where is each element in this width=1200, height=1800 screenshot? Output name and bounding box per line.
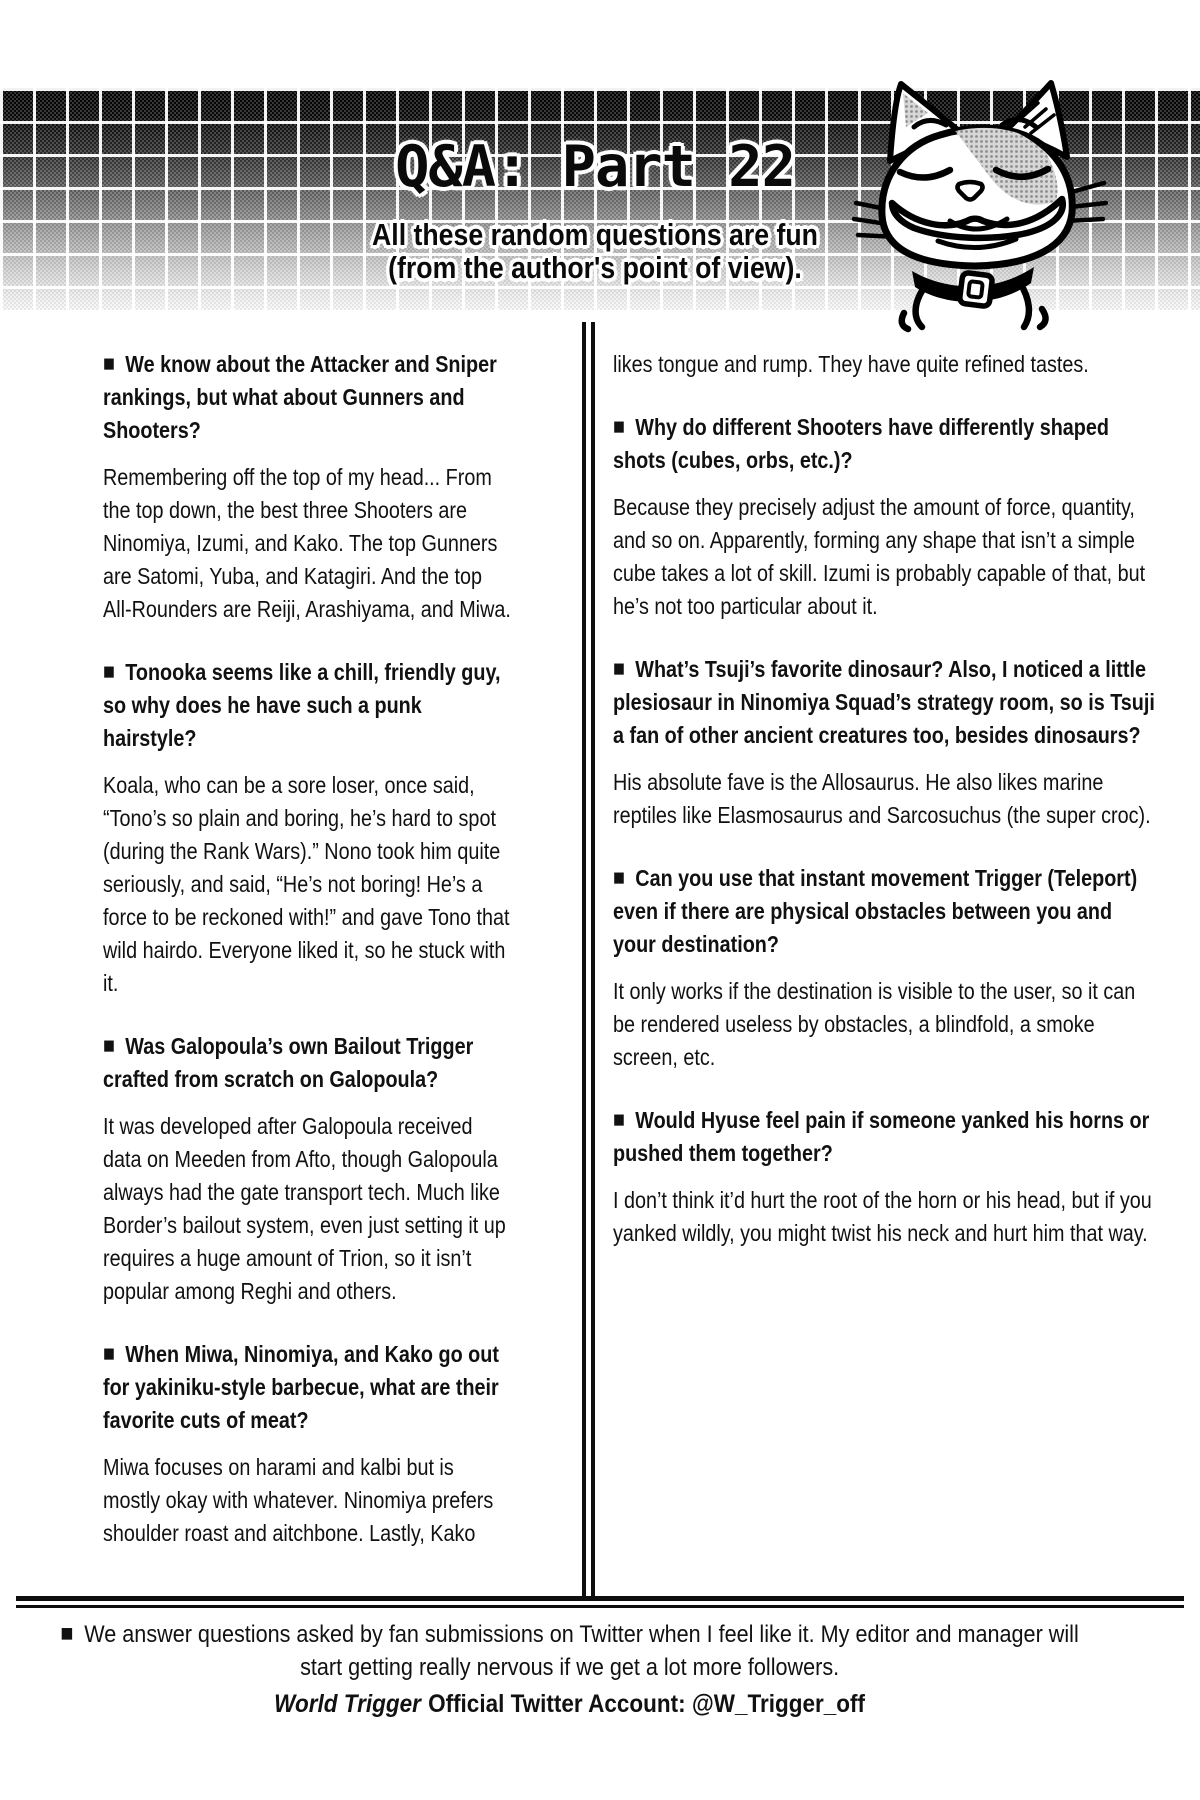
question-text: [613, 411, 1158, 477]
question-bullet: ■: [613, 864, 625, 890]
footer: [60, 1618, 1080, 1721]
question-text: [613, 862, 1158, 961]
question-text-span: We know about the Attacker and Sniper rankings, but what about Gunners and Shooters?: [103, 351, 497, 443]
question-text-span: When Miwa, Ninomiya, and Kako go out for yakiniku-style barbecue, what are their favorite cuts of meat?: [103, 1341, 499, 1433]
answer-text: Miwa focuses on harami and kalbi but is mostly okay with whatever. Ninomiya prefers shoulder roast and aitchbone. Lastly, Kako: [103, 1454, 494, 1546]
question-text-span: What’s Tsuji’s favorite dinosaur? Also, I noticed a little plesiosaur in Ninomiya Squad’s strategy room, so is Tsuji a fan of other ancient creatures too, besides dinosaurs?: [613, 656, 1155, 748]
answer-text: Remembering off the top of my head... From the top down, the best three Shooters are Ninomiya, Izumi, and Kako. The top Gunners are Satomi, Yuba, and Katagiri. And the top All-Rounders are Reiji, Arashiyama, and Miwa.: [103, 464, 511, 622]
answer-text: Because they precisely adjust the amount of force, quantity, and so on. Apparently, forming any shape that isn’t a simple cube takes a lot of skill. Izumi is probably capable of that, but he’s not too particular about it.: [613, 494, 1146, 619]
page-subtitle-line1: All these random questions are fun: [372, 217, 818, 252]
page-subtitle-line2: (from the author's point of view).: [388, 250, 802, 285]
answer-text: I don’t think it’d hurt the root of the horn or his head, but if you yanked wildly, you might twist his neck and hurt him that way.: [613, 1187, 1152, 1246]
cat-mascot-icon: [852, 75, 1108, 333]
question-bullet: ■: [103, 350, 115, 376]
page-title: Q&A: Part 22: [395, 134, 795, 200]
question-bullet: ■: [613, 413, 625, 439]
question-bullet: ■: [613, 655, 625, 681]
qa-left-column: [103, 348, 513, 1550]
footer-note-text: We answer questions asked by fan submissions on Twitter when I feel like it. My editor and manager will start getting really nervous if we get a lot more followers.: [84, 1621, 1080, 1681]
question-text: [103, 656, 513, 755]
question-text: [103, 1338, 513, 1437]
question-text: [103, 1030, 513, 1096]
question-text-span: Why do different Shooters have differently shaped shots (cubes, orbs, etc.)?: [613, 414, 1109, 473]
footer-note: [60, 1618, 1080, 1684]
qa-right-column: [613, 348, 1158, 1250]
question-text-span: Was Galopoula’s own Bailout Trigger crafted from scratch on Galopoula?: [103, 1033, 474, 1092]
twitter-handle-text: Official Twitter Account: @W_Trigger_off: [428, 1690, 866, 1718]
question-text-span: Would Hyuse feel pain if someone yanked his horns or pushed them together?: [613, 1107, 1150, 1166]
answer-text: It only works if the destination is visible to the user, so it can be rendered useless by obstacles, a blindfold, a smoke screen, etc.: [613, 978, 1136, 1070]
answer-text: likes tongue and rump. They have quite refined tastes.: [613, 351, 1089, 377]
answer-text: His absolute fave is the Allosaurus. He also likes marine reptiles like Elasmosaurus and Sarcosuchus (the super croc).: [613, 769, 1151, 828]
twitter-account-line: [60, 1688, 1080, 1721]
footer-divider: [16, 1596, 1184, 1608]
question-text: [613, 1104, 1158, 1170]
question-text-span: Tonooka seems like a chill, friendly guy, so why does he have such a punk hairstyle?: [103, 659, 501, 751]
question-text: [103, 348, 513, 447]
question-text: [613, 653, 1158, 752]
question-bullet: ■: [613, 1106, 625, 1132]
question-bullet: ■: [103, 1340, 115, 1366]
question-bullet: ■: [103, 1032, 115, 1058]
question-bullet: ■: [103, 658, 115, 684]
series-title: World Trigger: [274, 1690, 422, 1718]
column-divider: [582, 322, 595, 1596]
answer-text: Koala, who can be a sore loser, once said, “Tono’s so plain and boring, he’s hard to spot (during the Rank Wars).” Nono took him quite seriously, and said, “He’s not boring! He’s a force to be reckoned with!” and gave Tono that wild hairdo. Everyone liked it, so he stuck with it.: [103, 772, 510, 996]
answer-text: It was developed after Galopoula received data on Meeden from Afto, though Galopoula always had the gate transport tech. Much like Border’s bailout system, even just setting it up requires a huge amount of Trion, so it isn’t popular among Reghi and others.: [103, 1113, 506, 1304]
question-text-span: Can you use that instant movement Trigger (Teleport) even if there are physical obstacles between you and your destination?: [613, 865, 1138, 957]
cat-collar-buckle: [959, 272, 993, 306]
footer-bullet: ■: [60, 1620, 74, 1647]
